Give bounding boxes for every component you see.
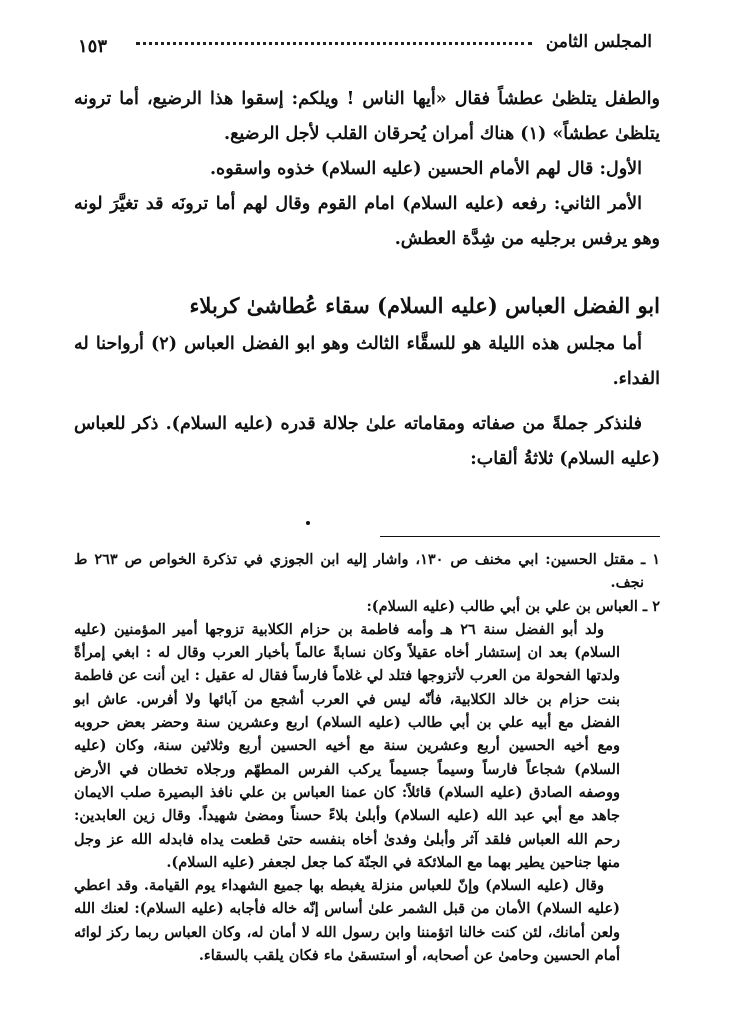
section-heading: ابو الفضل العباس (عليه السلام) سقاء عُطاشىٰ كربلاء (189, 293, 660, 318)
running-title: المجلس الثامن (545, 32, 652, 52)
footnote-2-paragraph-2: وقال (عليه السلام) وإنّ للعباس منزلة يغبطه بها جميع الشهداء يوم القيامة. وقد اعطي (عليه السلام) الأمان من قبل الشمر علىٰ أساس إنّه خاله فأجابه (عليه السلام): لعنك الله ولعن أمانك، لئن كنت خالنا اتؤمننا وابن رسول الله لا أمان له، وكان العباس ربما ركز لوائه أمام الحسين وحامىٰ عن أصحابه، أو استسقىٰ ماء فكان يلقب بالسقاء. (74, 877, 620, 965)
paragraph-5: فلنذكر جملةً من صفاته ومقاماته علىٰ جلالة قدره (عليه السلام). ذكر للعباس (عليه السلام) ثلاثةُ ألقاب: (74, 414, 660, 469)
page-header (78, 28, 652, 64)
main-text (74, 82, 660, 477)
header-dotted-leader (136, 42, 532, 45)
ink-dot (306, 521, 310, 525)
paragraph-4: أما مجلس هذه الليلة هو للسقَّاء الثالث وهو ابو الفضل العباس (٢) أرواحنا له الفداء. (74, 334, 660, 389)
footnote-1: ١ ـ مقتل الحسين: ابي مخنف ص ١٣٠، واشار إليه ابن الجوزي في تذكرة الخواص ص ٢٦٣ ط نجف. (74, 551, 660, 592)
paragraph-2: الأول: قال لهم الأمام الحسين (عليه السلام) خذوه واسقوه. (209, 159, 642, 179)
footnote-2-paragraph-1: ولد أبو الفضل سنة ٢٦ هـ وأمه فاطمة بن حزام الكلابية تزوجها أمير المؤمنين (عليه السلام) بعد ان إستشار أخاه عقيلاً وكان نسابةً عالماً بأخبار العرب وقال له : ابغي إمرأةً ولدتها الفحولة من العرب لأتزوجها فتلد لي غلاماً فارساً فقال له عقيل : اين أنت عن فاطمة بنت حزام بن خالد الكلابية، فأنّه ليس في العرب أشجع من آبائها ولا أفرس. عاش ابو الفضل مع أبيه علي بن أبي طالب (عليه السلام) اربع وعشرين سنة وحضر بعض حروبه ومع أخيه الحسين أربع وعشرين سنة مع أخيه الحسين أربع وثلاثين سنة، وكان (عليه السلام) شجاعاً فارساً وسيماً جسيماً يركب الفرس المطهّم ورجلاه تخطان في الأرض ووصفه الصادق (عليه السلام) قائلاً: كان عمنا العباس بن علي نافذ البصيرة صلب الايمان جاهد مع أبي عبد الله (عليه السلام) وأبلىٰ بلاءً حسناً ومضىٰ شهيداً. وقال زين العابدين: رحم الله العباس فلقد آثر وأبلىٰ وفدىٰ أخاه بنفسه حتىٰ قطعت يداه فابدله الله عز وجل منها جناحين يطير بهما مع الملائكة في الجنّة كما جعل لجعفر (عليه السلام). (74, 620, 621, 871)
paragraph-3: الأمر الثاني: رفعه (عليه السلام) امام القوم وقال لهم أما ترونَه قد تغيَّرَ لونه وهو يرفس برجليه من شِدَّة العطش. (74, 194, 660, 249)
footnote-2-title: ٢ ـ العباس بن علي بن أبي طالب (عليه السلام): (366, 597, 660, 615)
footnotes (74, 548, 660, 967)
footnote-separator (380, 536, 660, 537)
page-number: ١٥٣ (78, 36, 108, 57)
paragraph-1: والطفل يتلظىٰ عطشاً فقال «أيها الناس ! ويلكم: إسقوا هذا الرضيع، أما ترونه يتلظىٰ عطشاً» (١) هناك أمران يُحرقان القلب لأجل الرضيع. (74, 89, 660, 144)
